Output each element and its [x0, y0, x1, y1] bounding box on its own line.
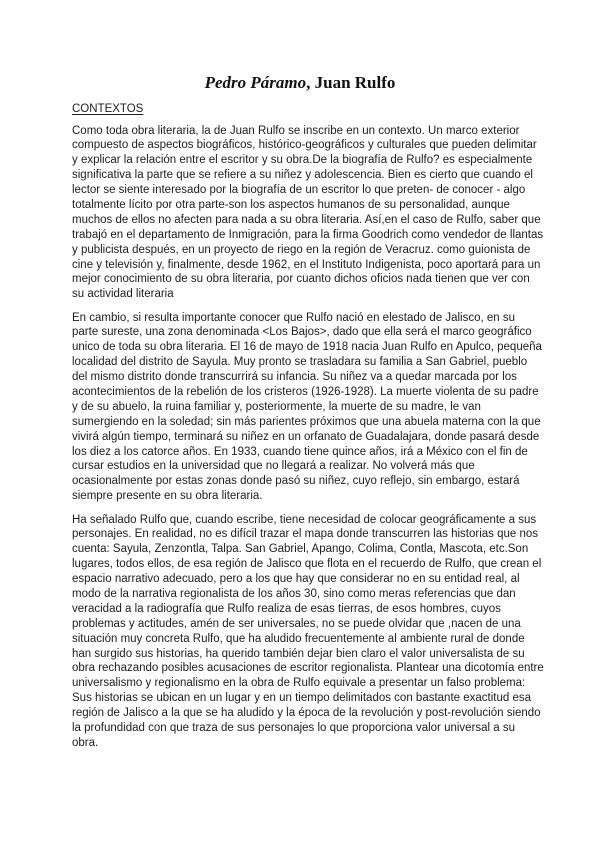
- paragraph-line: vivirá algún tiempo, terminará su niñez en un orfanato de Guadalajara, donde pasará desde: [72, 430, 540, 443]
- paragraph-line: sumergiendo en la soledad; sin más parientes próximos que una abuela materna con la que: [72, 415, 541, 428]
- paragraph-line: muchos de ellos no afecten para nada a su obra literaria. Así,en el caso de Rulfo, saber que: [72, 213, 541, 226]
- section-heading: CONTEXTOS: [72, 103, 144, 115]
- paragraph-line: los diez a los catorce años. En 1933, cuando tiene quince años, irá a México con el fin de: [72, 445, 528, 458]
- paragraph-line: situación muy concreta Rulfo, que ha aludido frecuentemente al ambiente rural de donde: [72, 632, 525, 645]
- paragraph-line: significativa la parte que se refiere a su niñez y adolescencia. Bien es cierto que cuando el: [72, 169, 533, 182]
- title-author: , Juan Rulfo: [306, 73, 396, 92]
- paragraph-line: del mismo distrito donde transcurrirá su infancia. Su niñez va a quedar marcada por los: [72, 371, 517, 384]
- paragraph-line: Como toda obra literaria, la de Juan Rulfo se inscribe en un contexto. Un marco exterior: [72, 124, 520, 137]
- paragraph-line: personajes. En realidad, no es difícil trazar el mapa donde transcurren las historias que nos: [72, 528, 539, 541]
- paragraph-line: han surgido sus historias, ha querido también dejar bien claro el valor universalista de su: [72, 647, 525, 660]
- paragraph-line: ocasionalmente por estas zonas donde pasó su niñez, cuyo reflejo, sin embargo, estará: [72, 475, 520, 488]
- document-title: [0, 72, 600, 94]
- title-work-name: Pedro Páramo: [204, 73, 307, 92]
- paragraph-line: y de su abuelo, la ruina familiar y, posteriormente, la muerte de su madre, le van: [72, 400, 481, 413]
- paragraph-line: parte sureste, una zona denominada <Los Bajos>, dado que ella será el marco geográfico: [72, 326, 532, 339]
- paragraph-line: cursar estudios en la universidad que no llegará a realizar. No volverá más que: [72, 460, 475, 473]
- paragraph-line: la profundidad con que traza de sus personajes lo que proporciona valor universal a su: [72, 721, 516, 734]
- paragraph-line: acontecimientos de la rebelión de los cristeros (1926-1928). La muerte violenta de su padre: [72, 385, 539, 398]
- paragraph-line: totalmente lícito por otra parte-son los aspectos humanos de su personalidad, aunque: [72, 198, 510, 211]
- paragraph: [72, 513, 542, 751]
- paragraph-line: En cambio, si resulta importante conocer que Rulfo nació en elestado de Jalisco, en su: [72, 311, 516, 324]
- paragraph-line: localidad del distrito de Sayula. Muy pronto se trasladara su familia a San Gabriel, pueblo: [72, 356, 528, 369]
- paragraph-line: Sus historias se ubican en un lugar y en un tiempo delimitados con bastante exactitud esa: [72, 692, 532, 705]
- paragraph-line: compuesto de aspectos biográficos, histórico-geográficos y culturales que pueden delimitar: [72, 139, 537, 152]
- paragraph-line: lugares, todos ellos, de esa región de Jalisco que flota en el recuerdo de Rulfo, que crean el: [72, 558, 542, 571]
- paragraph-line: veracidad a la radiografía que Rulfo realiza de esas tierras, de esos hombres, cuyos: [72, 602, 501, 615]
- paragraph-line: problemas y actitudes, amén de ser universales, no se puede olvidar que ,nacen de una: [72, 617, 521, 630]
- paragraph-line: cine y televisión y, finalmente, desde 1962, en el Instituto Indigenista, poco aportará para un: [72, 258, 541, 271]
- paragraph-line: obra rechazando posibles acusaciones de escritor regionalista. Plantear una dicotomía entre: [72, 662, 544, 675]
- paragraph-line: cuenta: Sayula, Zenzontla, Talpa. San Gabriel, Apango, Colima, Contla, Mascota, etc.Son: [72, 543, 529, 556]
- paragraph-line: obra.: [72, 736, 99, 749]
- paragraph-line: lector se siente interesado por la biografía de un escritor lo que preten- de conocer - algo: [72, 184, 526, 197]
- paragraph-line: mejor conocimiento de su obra literaria, por cuanto dichos oficios nada tienen que ver con: [72, 273, 530, 286]
- paragraph-line: siempre presente en su obra literaria.: [72, 490, 263, 503]
- paragraph-line: espacio narrativo adecuado, pero a los que hay que considerar no en su entidad real, al: [72, 573, 520, 586]
- paragraph-line: región de Jalisco a la que se ha aludido y la época de la revolución y post-revolución siendo: [72, 707, 541, 720]
- paragraph-line: su actividad literaria: [72, 288, 174, 301]
- paragraph: [72, 124, 542, 303]
- paragraph-line: universalismo y regionalismo en la obra de Rulfo equivale a presentar un falso problema:: [72, 677, 526, 690]
- paragraph-line: modo de la narrativa regionalista de los años 30, sino como meras referencias que dan: [72, 587, 516, 600]
- paragraph-line: y publicista después, en un proyecto de riego en la región de Veracruz. como guionista de: [72, 243, 531, 256]
- paragraph-line: Ha señalado Rulfo que, cuando escribe, tiene necesidad de colocar geográficamente a sus: [72, 513, 537, 526]
- paragraph: [72, 311, 542, 505]
- paragraph-line: unico de toda su obra literaria. El 16 de mayo de 1918 nacia Juan Rulfo en Apulco, pequeña: [72, 341, 542, 354]
- paragraph-line: y explicar la relación entre el escritor y su obra.De la biografía de Rulfo? es especialmente: [72, 154, 533, 167]
- paragraph-line: trabajó en el departamento de Inmigración, para la firma Goodrich como vendedor de llantas: [72, 228, 544, 241]
